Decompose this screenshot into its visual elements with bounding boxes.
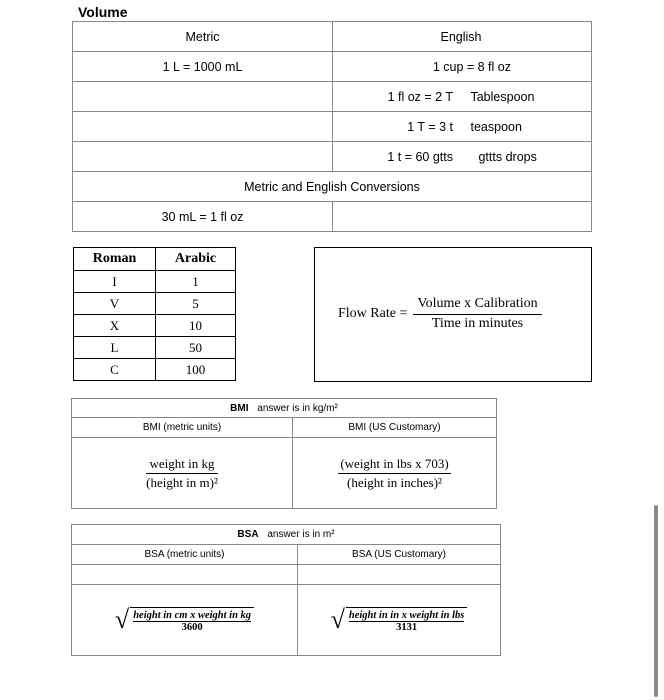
roman-header: Roman <box>74 248 156 271</box>
metric-cell <box>73 142 333 172</box>
table-row <box>72 525 501 545</box>
flow-rate-label: Flow Rate = <box>338 306 408 321</box>
square-root-icon: √ <box>114 605 130 634</box>
english-cell <box>333 82 592 112</box>
arabic-cell: 50 <box>156 337 236 359</box>
conversions-title: Metric and English Conversions <box>73 172 592 202</box>
english-equation: 1 T = 3 t <box>407 119 453 134</box>
english-header: English <box>333 22 592 52</box>
metric-cell <box>73 112 333 142</box>
table-row <box>72 399 497 418</box>
roman-numeral-table <box>73 247 236 381</box>
table-row <box>72 438 497 509</box>
bmi-us-header: BMI (US Customary) <box>293 418 497 438</box>
bsa-metric-denominator: 3600 <box>181 622 203 633</box>
english-equation: 1 t = 60 gtts <box>387 149 453 164</box>
metric-cell: 1 L = 1000 mL <box>73 52 333 82</box>
bmi-metric-numerator: weight in kg <box>146 456 218 474</box>
conversion-cell-empty <box>333 202 592 232</box>
table-row <box>73 172 592 202</box>
volume-table <box>72 21 592 232</box>
roman-cell: C <box>74 359 156 381</box>
arabic-cell: 10 <box>156 315 236 337</box>
bmi-us-formula <box>293 438 497 509</box>
bsa-us-numerator: height in in x weight in lbs <box>348 610 465 621</box>
bsa-us-header: BSA (US Customary) <box>298 545 501 565</box>
roman-cell: L <box>74 337 156 359</box>
table-row <box>73 22 592 52</box>
bmi-metric-denominator: (height in m)² <box>146 474 218 490</box>
table-row <box>72 545 501 565</box>
table-row <box>74 337 236 359</box>
bmi-us-numerator: (weight in lbs x 703) <box>338 456 450 474</box>
english-unit-label: gttts drops <box>478 149 537 164</box>
bsa-metric-formula <box>72 585 298 656</box>
bsa-us-denominator: 3131 <box>396 622 418 633</box>
table-row <box>74 315 236 337</box>
english-equation: 1 cup = 8 fl oz <box>432 59 511 74</box>
english-cell <box>333 142 592 172</box>
bsa-table <box>71 524 501 656</box>
arabic-header: Arabic <box>156 248 236 271</box>
table-row <box>74 359 236 381</box>
table-row <box>72 585 501 656</box>
table-row <box>73 202 592 232</box>
arabic-cell: 1 <box>156 271 236 293</box>
conversion-cell: 30 mL = 1 fl oz <box>73 202 333 232</box>
flow-rate-numerator: Volume x Calibration <box>413 296 541 315</box>
square-root-icon: √ <box>330 605 345 634</box>
metric-header: Metric <box>73 22 333 52</box>
table-row <box>73 82 592 112</box>
bmi-title-cell <box>72 399 497 418</box>
bsa-title-cell <box>72 525 501 545</box>
bsa-empty-cell <box>298 565 501 585</box>
bmi-metric-formula <box>72 438 293 509</box>
bsa-empty-cell <box>72 565 298 585</box>
table-row <box>74 248 236 271</box>
page-title: Volume <box>78 4 128 20</box>
bmi-us-denominator: (height in inches)² <box>347 474 442 490</box>
bmi-note: answer is in kg/m² <box>257 402 338 414</box>
flow-rate-denominator: Time in minutes <box>431 316 524 331</box>
english-cell <box>333 112 592 142</box>
table-row <box>73 112 592 142</box>
bmi-metric-header: BMI (metric units) <box>72 418 293 438</box>
bsa-title: BSA <box>237 529 259 540</box>
roman-cell: I <box>74 271 156 293</box>
english-unit-label: teaspoon <box>470 119 522 134</box>
table-row <box>74 271 236 293</box>
table-row <box>73 142 592 172</box>
english-unit-label: Tablespoon <box>470 89 535 104</box>
vertical-scrollbar[interactable] <box>654 505 658 697</box>
arabic-cell: 100 <box>156 359 236 381</box>
table-row <box>72 565 501 585</box>
bmi-title: BMI <box>230 402 249 414</box>
bsa-metric-header: BSA (metric units) <box>72 545 298 565</box>
bsa-note: answer is in m² <box>267 529 335 540</box>
roman-cell: X <box>74 315 156 337</box>
english-equation: 1 fl oz = 2 T <box>387 89 453 104</box>
flow-rate-formula <box>338 296 542 332</box>
table-row <box>73 52 592 82</box>
flow-rate-box <box>314 247 592 382</box>
arabic-cell: 5 <box>156 293 236 315</box>
bsa-us-formula <box>298 585 501 656</box>
table-row <box>72 418 497 438</box>
table-row <box>74 293 236 315</box>
english-cell <box>333 52 592 82</box>
metric-cell <box>73 82 333 112</box>
bsa-metric-numerator: height in cm x weight in kg <box>133 610 252 621</box>
roman-cell: V <box>74 293 156 315</box>
bmi-table <box>71 398 497 509</box>
